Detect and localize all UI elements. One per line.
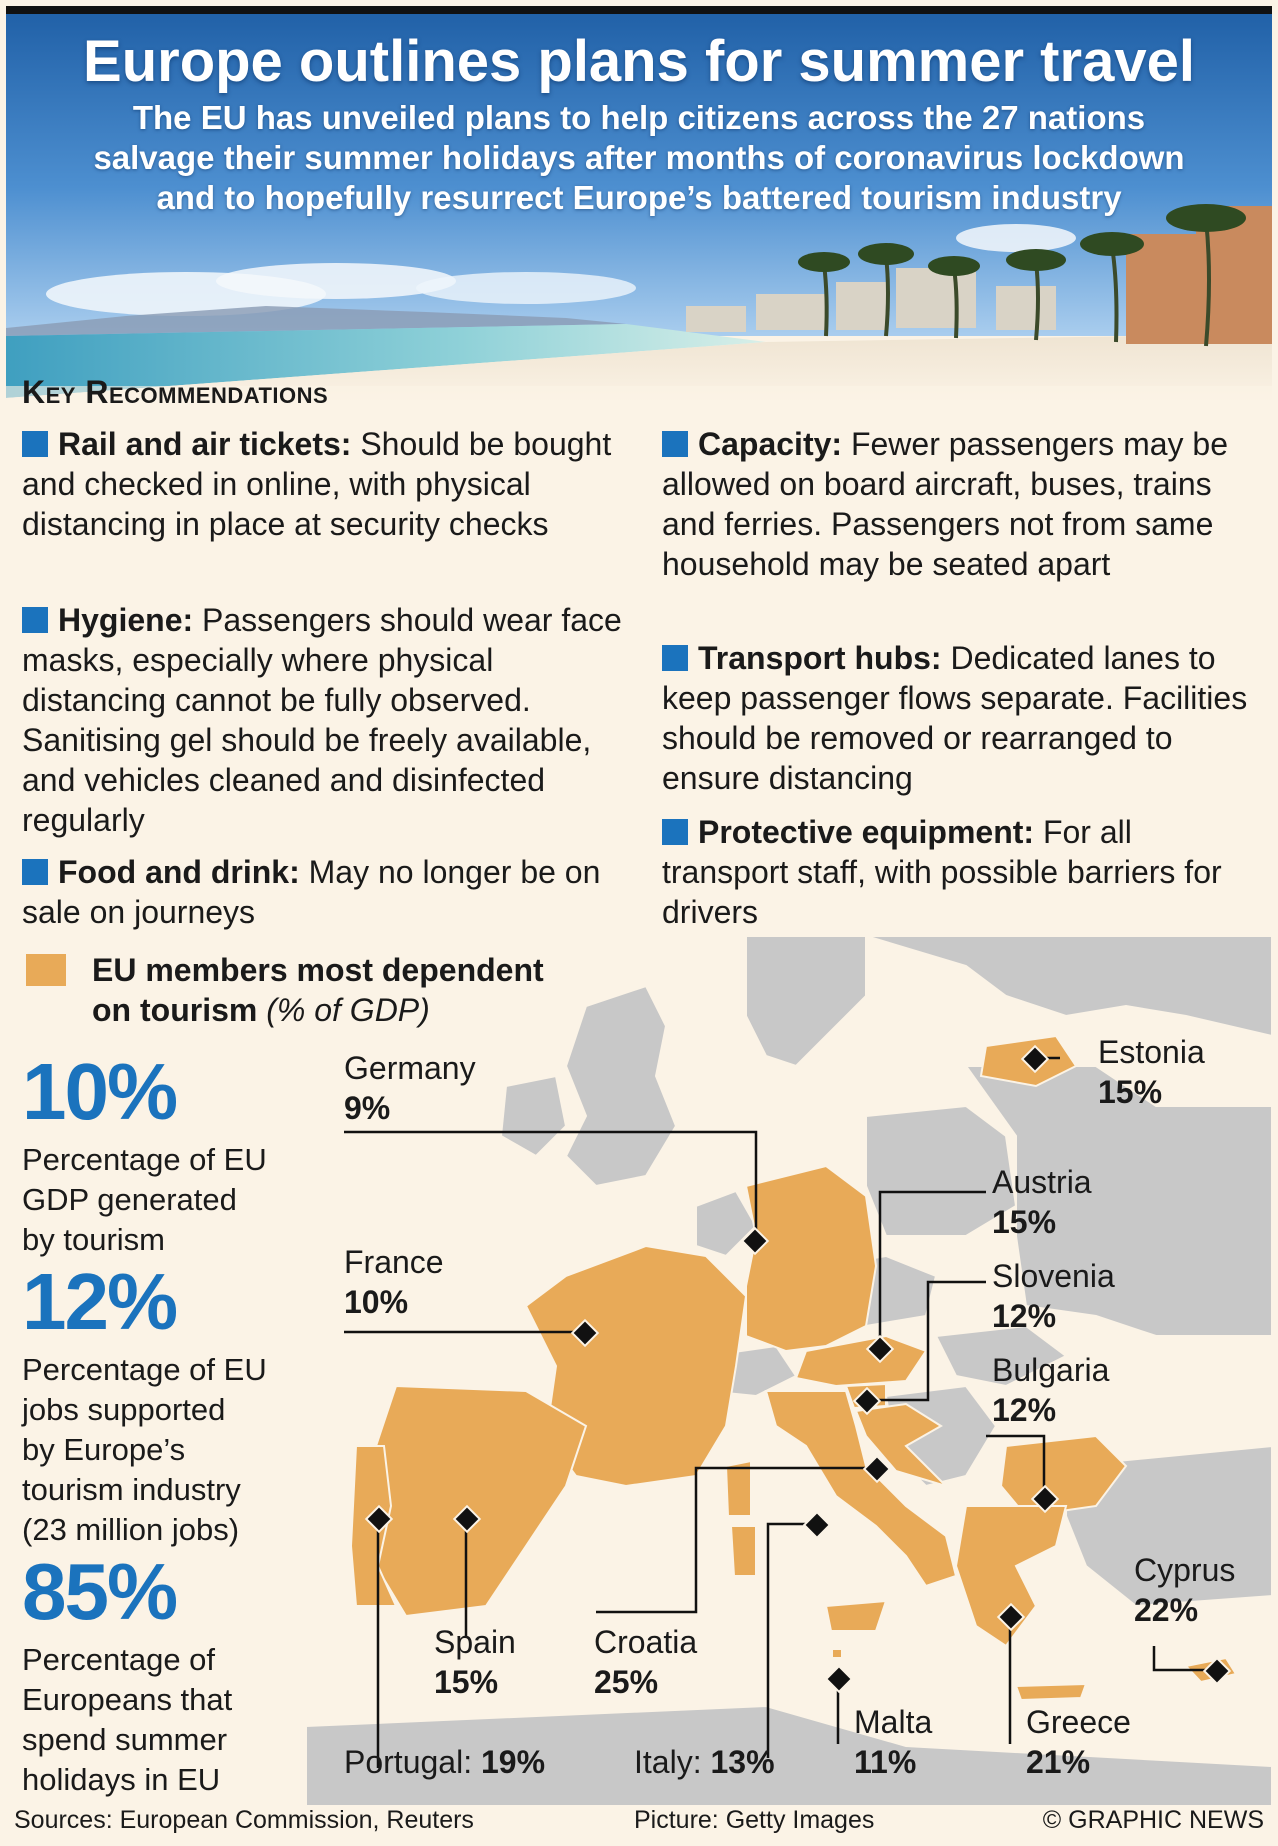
rec-text: May no longer be on sale on journeys [22,854,601,930]
country-name: Bulgaria [992,1352,1110,1388]
stat-line: GDP generated [22,1182,237,1217]
map-germany [746,1166,876,1351]
subtitle-line: and to hopefully resurrect Europe’s battered tourism industry [156,179,1122,216]
stat-description [22,1640,322,1800]
country-value: 12% [992,1392,1057,1428]
page-subtitle [26,98,1252,218]
recommendation-food-drink [22,852,612,932]
label-france [344,1242,444,1322]
legend-line: EU members most dependent [92,952,544,988]
country-name: Croatia [594,1624,698,1660]
country-value: 15% [992,1204,1057,1240]
bullet-square-icon [22,859,48,885]
stat-line: Percentage of EU [22,1352,267,1387]
stat-line: Percentage of EU [22,1142,267,1177]
label-italy [634,1742,775,1782]
label-portugal [344,1742,545,1782]
rec-text: Fewer passengers may be allowed on board aircraft, buses, trains and ferries. Passengers not from same household may be seated apart [662,426,1228,582]
footer-picture-credit: Picture: Getty Images [634,1806,875,1834]
stat-line: tourism industry [22,1472,241,1507]
country-value: 15% [1098,1074,1163,1110]
subtitle-line: The EU has unveiled plans to help citizens across the 27 nations [132,99,1146,136]
map-spain [376,1386,586,1616]
rec-text: Dedicated lanes to keep passenger flows separate. Facilities should be removed or rearranged to ensure distancing [662,640,1248,796]
country-name: France [344,1244,444,1280]
rec-text: Should be bought and checked in online, with physical distancing in place at security checks [22,426,612,542]
country-name: Italy: [634,1744,702,1780]
map-malta [832,1649,842,1658]
label-slovenia [992,1256,1115,1336]
stat-line: Europeans that [22,1682,233,1717]
country-value: 9% [344,1090,391,1126]
label-spain [434,1622,516,1702]
marker-italy-icon [804,1512,829,1537]
legend-label [92,950,544,1030]
page-title: Europe outlines plans for summer travel [83,29,1195,94]
rec-text: For all transport staff, with possible barriers for drivers [662,814,1222,930]
recommendation-capacity [662,424,1262,584]
country-value: 11% [854,1744,917,1780]
stat-value: 85% [22,1547,177,1636]
stat-description [22,1140,322,1260]
country-value: 12% [992,1298,1057,1334]
recommendation-protective-equipment [662,812,1262,932]
stat-line: jobs supported [22,1392,226,1427]
label-croatia [594,1622,697,1702]
country-value: 13% [710,1744,775,1780]
label-estonia [1098,1032,1205,1112]
country-value: 22% [1134,1592,1199,1628]
label-germany [344,1048,476,1128]
stat-value: 12% [22,1257,177,1346]
rec-label: Transport hubs: [698,640,942,676]
bullet-square-icon [662,431,688,457]
rec-label: Hygiene: [58,602,194,638]
country-name: Greece [1026,1704,1131,1740]
country-name: Spain [434,1624,516,1660]
top-rule [6,6,1272,14]
stat-line: by tourism [22,1222,165,1257]
bullet-square-icon [662,819,688,845]
bullet-square-icon [662,645,688,671]
stat-line: spend summer [22,1722,228,1757]
label-austria [992,1162,1092,1242]
recommendation-transport-hubs [662,638,1262,798]
country-value: 21% [1026,1744,1091,1780]
country-name: Malta [854,1704,933,1740]
bullet-square-icon [22,607,48,633]
subtitle-line: salvage their summer holidays after months of coronavirus lockdown [93,139,1185,176]
rec-label: Food and drink: [58,854,300,890]
rec-label: Capacity: [698,426,843,462]
country-name: Cyprus [1134,1552,1236,1588]
stat-line: Percentage of [22,1642,216,1677]
country-value: 10% [344,1284,409,1320]
label-greece [1026,1702,1131,1782]
country-name: Estonia [1098,1034,1205,1070]
marker-malta-icon [826,1666,851,1691]
rec-text: Passengers should wear face masks, especially where physical distancing cannot be fully observed. Sanitising gel should be freely available, and vehicles cleaned and disinfected regularly [22,602,622,838]
stat-line: by Europe’s [22,1432,186,1467]
infographic [6,6,1272,1806]
rec-label: Protective equipment: [698,814,1035,850]
bullet-square-icon [22,431,48,457]
country-value: 25% [594,1664,659,1700]
label-cyprus [1134,1550,1235,1630]
stat-description [22,1350,322,1550]
country-name: Germany [344,1050,476,1086]
legend-unit: (% of GDP) [266,992,430,1028]
stat-line: (23 million jobs) [22,1512,240,1547]
country-name: Portugal: [344,1744,473,1780]
stat-value: 10% [22,1047,177,1136]
rec-label: Rail and air tickets: [58,426,352,462]
country-value: 19% [480,1744,546,1780]
footer-copyright: © GRAPHIC NEWS [1042,1806,1264,1834]
legend-swatch [26,954,66,986]
label-bulgaria [992,1350,1109,1430]
recommendations-heading: Key Recommendations [22,374,329,410]
country-name: Slovenia [992,1258,1115,1294]
stat-line: holidays in EU [22,1762,221,1797]
footer-sources: Sources: European Commission, Reuters [14,1806,474,1834]
country-name: Austria [992,1164,1092,1200]
recommendation-hygiene [22,600,622,840]
recommendation-rail-air [22,424,622,544]
legend-line: on tourism [92,992,258,1028]
label-malta [854,1702,932,1782]
country-value: 15% [434,1664,499,1700]
